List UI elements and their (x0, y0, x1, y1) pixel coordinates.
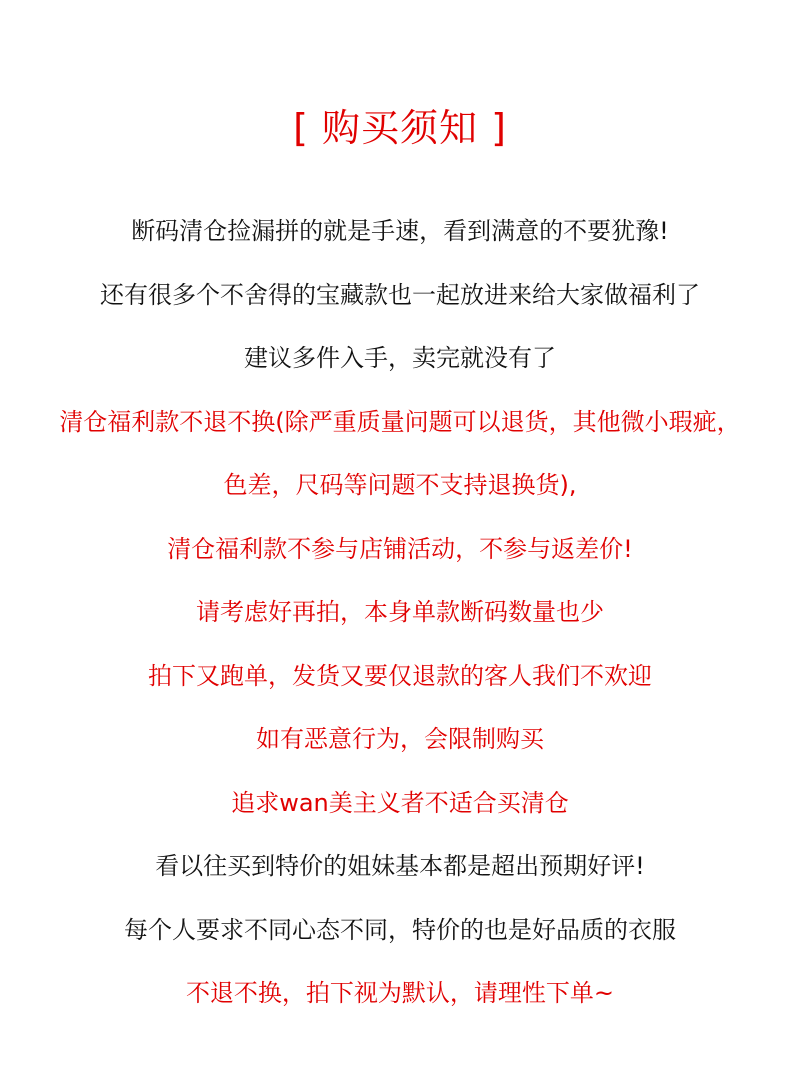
notice-line-5: 色差，尺码等问题不支持退换货), (223, 471, 577, 499)
notice-line-1: 断码清仓捡漏拼的就是手速，看到满意的不要犹豫! (131, 217, 669, 245)
notice-line-8: 拍下又跑单，发货又要仅退款的客人我们不欢迎 (148, 661, 652, 690)
notice-line-2: 还有很多个不舍得的宝藏款也一起放进来给大家做福利了 (100, 280, 700, 309)
notice-lines (0, 200, 800, 1026)
notice-line-3: 建议多件入手，卖完就没有了 (244, 344, 556, 372)
notice-line-9: 如有恶意行为，会限制购买 (256, 725, 544, 753)
notice-line-10: 追求wan美主义者不适合买清仓 (231, 788, 569, 817)
notice-line-7: 请考虑好再拍，本身单款断码数量也少 (196, 598, 604, 626)
notice-line-4: 清仓福利款不退不换(除严重质量问题可以退货，其他微小瑕疵， (59, 407, 741, 436)
notice-line-6: 清仓福利款不参与店铺活动，不参与返差价! (167, 534, 633, 563)
notice-line-12: 每个人要求不同心态不同，特价的也是好品质的衣服 (124, 915, 676, 944)
notice-line-13: 不退不换，拍下视为默认，请理性下单~ (185, 979, 615, 1007)
notice-title: [ 购买须知 ] (293, 106, 507, 150)
notice-line-11: 看以往买到特价的姐妹基本都是超出预期好评! (155, 852, 645, 880)
